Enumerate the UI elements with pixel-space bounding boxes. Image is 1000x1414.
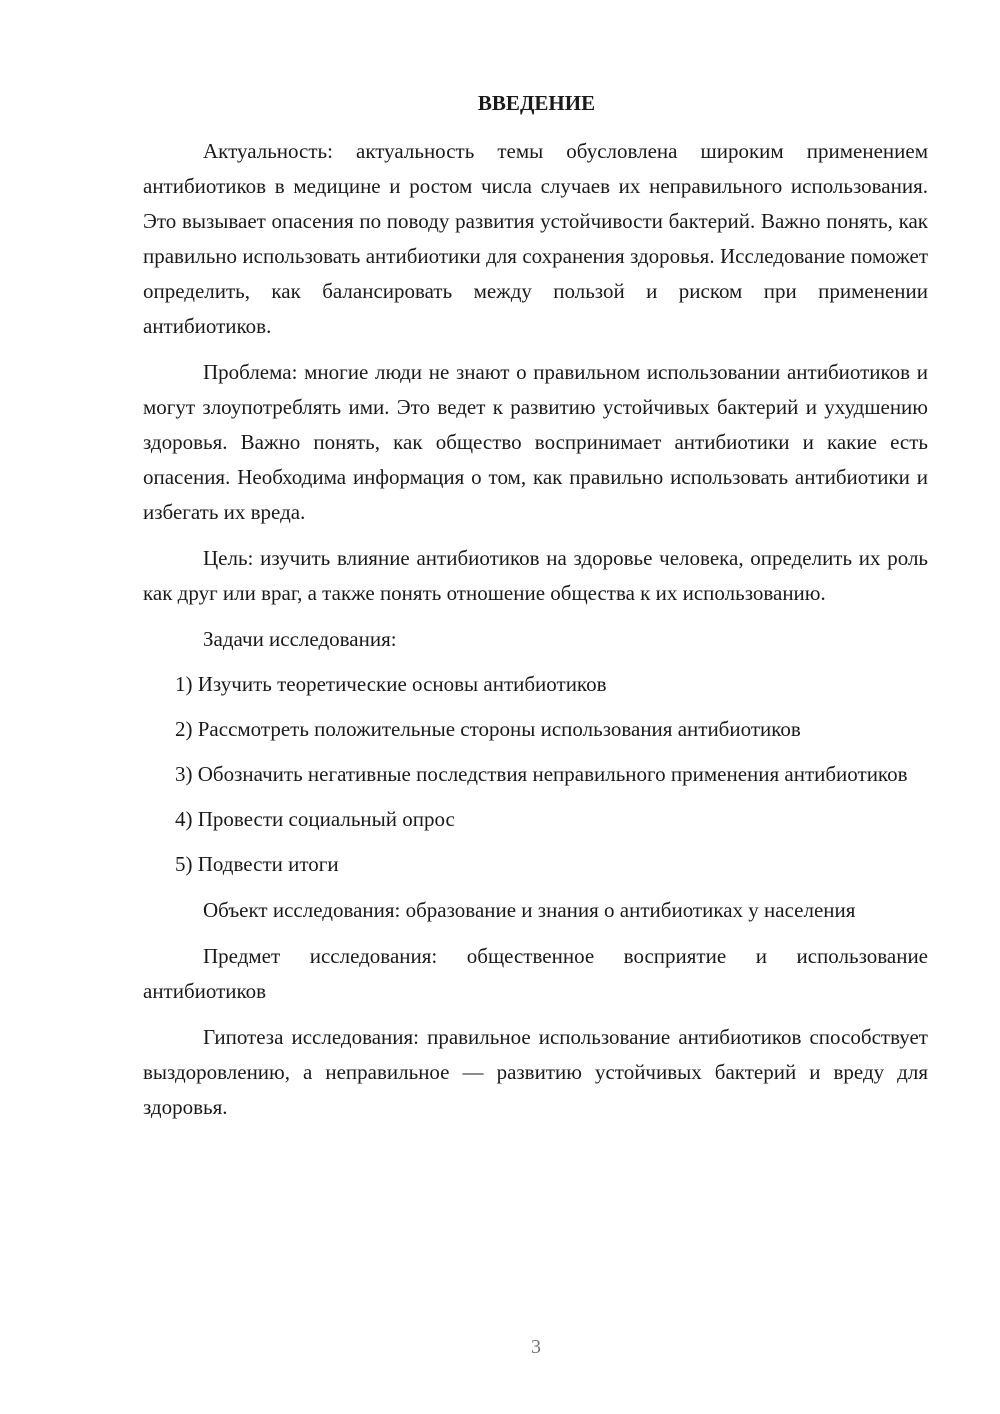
task-item-4: 4) Провести социальный опрос	[175, 807, 455, 831]
paragraph-goal: Цель: изучить влияние антибиотиков на здоровье человека, определить их роль как друг или враг, а также понять отношение общества к их использованию.	[143, 546, 928, 605]
tasks-heading: Задачи исследования:	[203, 627, 397, 651]
task-item-3: 3) Обозначить негативные последствия неправильного применения антибиотиков	[175, 762, 908, 786]
task-item-1: 1) Изучить теоретические основы антибиотиков	[175, 672, 607, 696]
paragraph-problem: Проблема: многие люди не знают о правильном использовании антибиотиков и могут злоупотреблять ими. Это ведет к развитию устойчивых бактерий и ухудшению здоровья. Важно понять, как общество воспринимает антибиотики и какие есть опасения. Необходима информация о том, как правильно использовать антибиотики и избегать их вреда.	[143, 360, 928, 524]
section-title: ВВЕДЕНИЕ	[477, 91, 596, 115]
task-item-2: 2) Рассмотреть положительные стороны использования антибиотиков	[175, 717, 801, 741]
paragraph-subject: Предмет исследования: общественное восприятие и использование антибиотиков	[143, 944, 928, 1003]
task-item-5: 5) Подвести итоги	[175, 852, 339, 876]
paragraph-hypothesis: Гипотеза исследования: правильное использование антибиотиков способствует выздоровлению, а неправильное — развитию устойчивых бактерий и вреду для здоровья.	[143, 1025, 928, 1119]
document-page	[143, 90, 928, 1125]
paragraph-object: Объект исследования: образование и знания о антибиотиках у населения	[203, 898, 856, 922]
paragraph-relevance: Актуальность: актуальность темы обусловлена широким применением антибиотиков в медицине и ростом числа случаев их неправильного использования. Это вызывает опасения по поводу развития устойчивости бактерий. Важно понять, как правильно использовать антибиотики для сохранения здоровья. Исследование поможет определить, как балансировать между пользой и риском при применении антибиотиков.	[143, 139, 928, 338]
page-number: 3	[531, 1336, 541, 1358]
